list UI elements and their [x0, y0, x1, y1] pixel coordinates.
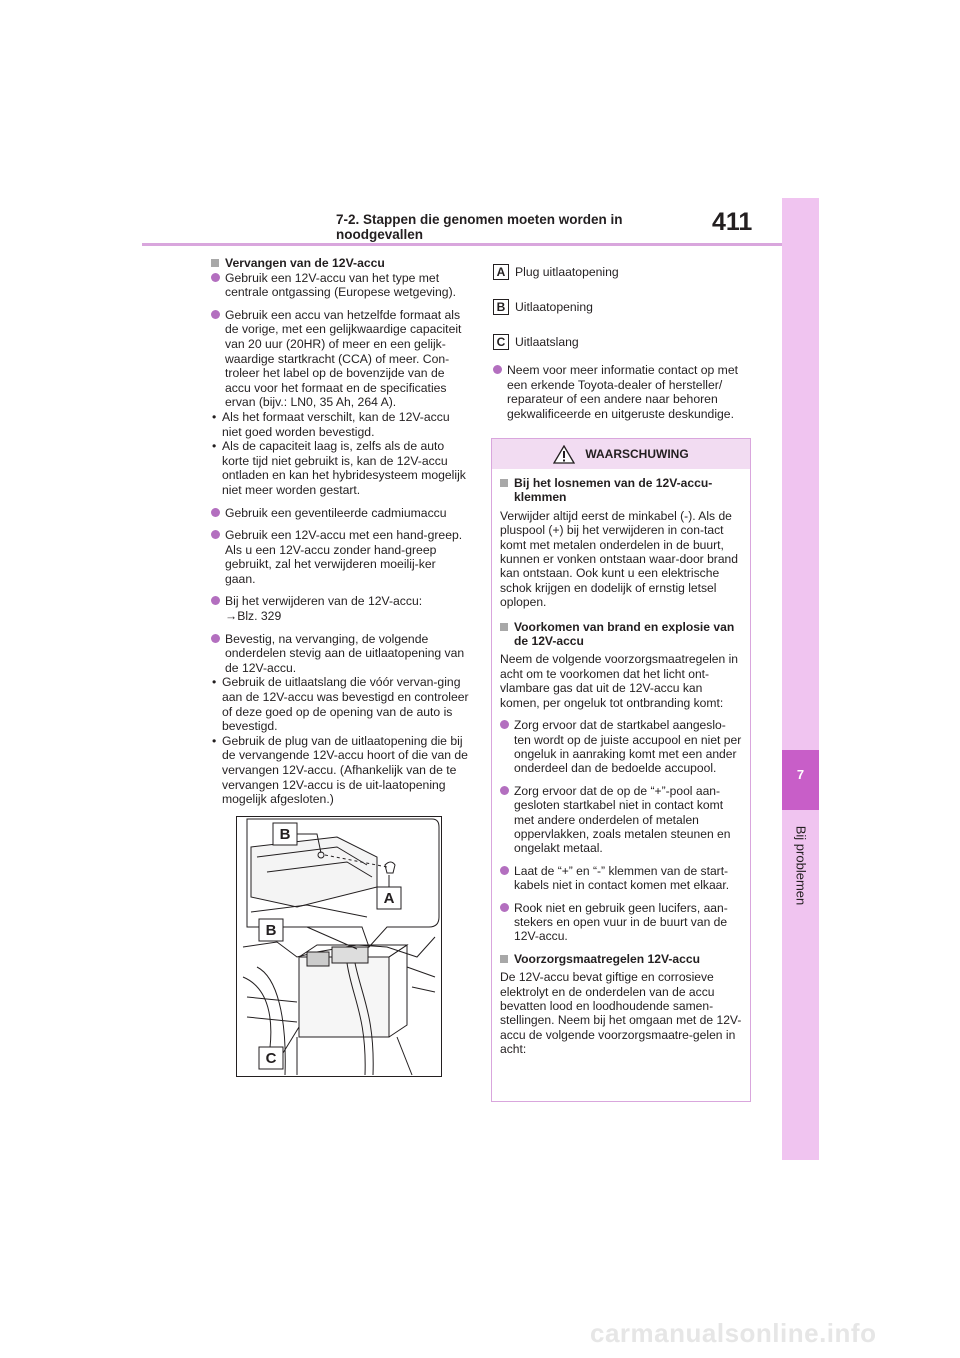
warning-heading: Bij het losnemen van de 12V-accu-klemmen	[500, 476, 742, 505]
legend-item: C Uitlaatslang	[493, 334, 758, 350]
circle-bullet-icon	[211, 273, 220, 282]
warning-text: Neem de volgende voorzorgsmaatregelen in acht om te voorkomen dat het licht ont-vlambare gas dat uit de 12V-accu kan komen, per ongeluk tot ontbranding komt:	[500, 652, 738, 710]
left-column	[211, 256, 469, 807]
chapter-title: Bij problemen	[793, 825, 809, 906]
bullet-item: Gebruik een geventileerde cadmiumaccu	[211, 506, 469, 521]
bullet-item: Gebruik een accu van hetzelfde formaat als de vorige, met een gelijkwaardige capaciteit van 20 uur (20HR) of meer en een gelijk-waardige startkracht (CCA) of meer. Con-troleer het label op de bovenzijde van de accu voor het formaat en de specificaties ervan (bijv.: LN0, 35 Ah, 264 A).	[211, 308, 469, 410]
circle-bullet-icon	[211, 530, 220, 539]
warning-heading: Voorzorgsmaatregelen 12V-accu	[500, 952, 742, 966]
warning-bullet: Laat de “+” en “-” klemmen van de start-kabels niet in contact komen met elkaar.	[500, 864, 742, 893]
callout-a: A	[383, 890, 395, 907]
sub-item: • Gebruik de plug van de uitlaatopening die bij de vervangende 12V-accu hoort of die van de vervangen 12V-accu. (Afhankelijk van de te vervangen 12V-accu is de uit-laatopening mogelijk afgesloten.)	[212, 733, 468, 807]
battery-drawing	[237, 817, 441, 1076]
square-bullet-icon	[211, 259, 219, 267]
warning-text: Verwijder altijd eerst de minkabel (-). Als de pluspool (+) bij het verwijderen in con-tact komt met metalen onderdelen in de buurt, kunnen er vonken ontstaan waar-door brand kan ontstaan. Ook kunt u een elektrische schok krijgen en dodelijk of ernstig letsel oplopen.	[500, 508, 739, 610]
chapter-title-tab	[781, 818, 821, 928]
label-box: A	[493, 264, 509, 280]
bullet-item: Neem voor meer informatie contact op met een erkende Toyota-dealer of hersteller/ reparateur of een andere naar behoren gekwalificeerde en uitgeruste deskundige.	[493, 363, 758, 421]
warning-header	[492, 439, 750, 469]
circle-bullet-icon	[500, 903, 509, 912]
sub-item: • Als de capaciteit laag is, zelfs als de auto korte tijd niet gebruikt is, kan de 12V-accu ontladen en kan het hybridesysteem mogelijk niet meer worden gestart.	[212, 439, 466, 497]
callout-b-top: B	[279, 826, 291, 843]
bullet-item: Bij het verwijderen van de 12V-accu: →Blz. 329	[211, 594, 469, 623]
chapter-number: 7	[796, 767, 805, 782]
warning-icon	[553, 445, 575, 464]
circle-bullet-icon	[500, 866, 509, 875]
watermark-text: carmanualsonline.info	[590, 1318, 877, 1348]
warning-box	[491, 438, 751, 1102]
square-bullet-icon	[500, 623, 508, 631]
section-heading: Vervangen van de 12V-accu	[211, 256, 469, 271]
chapter-number-tab	[782, 750, 819, 810]
bullet-item: Gebruik een 12V-accu van het type met centrale ontgassing (Europese wetgeving).	[211, 271, 469, 300]
warning-title: WAARSCHUWING	[585, 447, 689, 461]
callout-b-bottom: B	[265, 922, 277, 939]
section-title: 7-2. Stappen die genomen moeten worden in noodgevallen	[336, 212, 623, 242]
circle-bullet-icon	[500, 786, 509, 795]
circle-bullet-icon	[211, 634, 220, 643]
warning-body	[492, 469, 750, 1057]
circle-bullet-icon	[211, 310, 220, 319]
bullet-item: Gebruik een 12V-accu met een hand-greep. Als u een 12V-accu zonder hand-greep gebruikt, zal het verwijderen moeilij-ker gaan.	[211, 528, 469, 586]
warning-text: De 12V-accu bevat giftige en corrosieve elektrolyt en de onderdelen van de accu bevatten lood en loodhoudende samen-stellingen. Neem bij het omgaan met de 12V-accu de volgende voorzorgsmaatre-gelen in acht:	[500, 970, 742, 1057]
circle-bullet-icon	[211, 508, 220, 517]
circle-bullet-icon	[500, 720, 509, 729]
warning-bullet: Rook niet en gebruik geen lucifers, aan-stekers en open vuur in de buurt van de 12V-accu.	[500, 901, 742, 944]
sub-item: • Gebruik de uitlaatslang die vóór vervan-ging aan de 12V-accu was bevestigd en controleer of deze goed op de opening van de auto is bevestigd.	[212, 675, 469, 734]
callout-c: C	[265, 1050, 277, 1067]
warning-heading: Voorkomen van brand en explosie van de 12V-accu	[500, 620, 742, 649]
header-rule	[142, 243, 782, 246]
legend-item: B Uitlaatopening	[493, 299, 758, 315]
bullet-item: Bevestig, na vervanging, de volgende onderdelen stevig aan de uitlaatopening van de 12V-accu.	[211, 632, 469, 676]
page-reference-link[interactable]: →Blz. 329	[225, 609, 282, 624]
page-number: 411	[712, 208, 753, 236]
warning-bullet: Zorg ervoor dat de op de “+”-pool aan-gesloten startkabel niet in contact komt met andere onderdelen of metalen oppervlakken, zoals metalen steunen en ongelakt metaal.	[500, 784, 742, 856]
warning-bullet: Zorg ervoor dat de startkabel aangeslo-ten wordt op de juiste accupool en niet per ongeluk in aanraking komt met een ander onderdeel dan de bedoelde accupool.	[500, 718, 742, 776]
label-box: C	[493, 334, 509, 350]
label-box: B	[493, 299, 509, 315]
circle-bullet-icon	[493, 365, 502, 374]
square-bullet-icon	[500, 955, 508, 963]
battery-illustration	[236, 816, 442, 1077]
circle-bullet-icon	[211, 596, 220, 605]
right-column	[493, 264, 758, 429]
sub-item: • Als het formaat verschilt, kan de 12V-accu niet goed worden bevestigd.	[212, 409, 450, 439]
square-bullet-icon	[500, 479, 508, 487]
chapter-tab-strip	[782, 198, 819, 1160]
legend-item: A Plug uitlaatopening	[493, 264, 758, 280]
